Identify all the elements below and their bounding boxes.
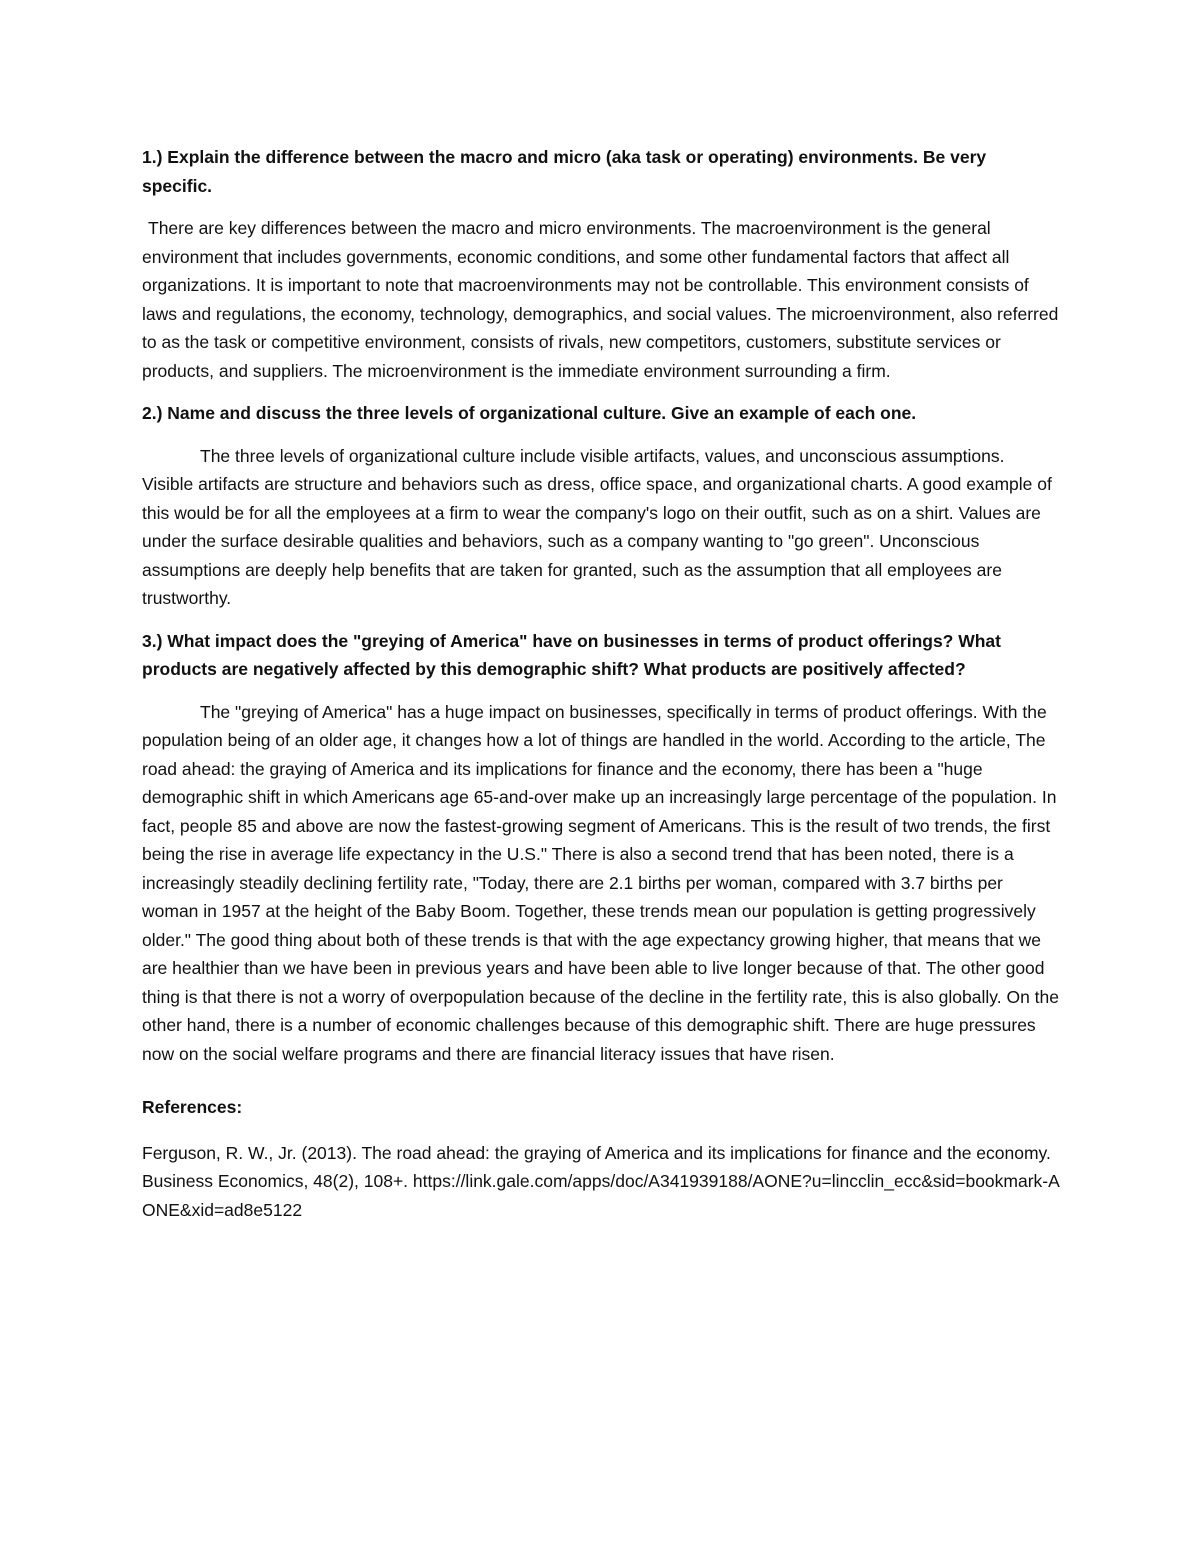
answer-2: The three levels of organizational culture include visible artifacts, values, and unconscious assumptions. Visible artifacts are structure and behaviors such as dress, office space, and organizational charts. A good example of this would be for all the employees at a firm to wear the company's logo on their outfit, such as on a shirt. Values are under the surface desirable qualities and behaviors, such as a company wanting to "go green". Unconscious assumptions are deeply help benefits that are taken for granted, such as the assumption that all employees are trustworthy. (142, 445, 1052, 608)
answer-1: There are key differences between the macro and micro environments. The macroenvironment is the general environment that includes governments, economic conditions, and some other fundamental factors that affect all organizations. It is important to note that macroenvironments may not be controllable. This environment consists of laws and regulations, the economy, technology, demographics, and social values. The microenvironment, also referred to as the task or competitive environment, consists of rivals, new competitors, customers, substitute services or products, and suppliers. The microenvironment is the immediate environment surrounding a firm. (142, 218, 1059, 381)
references-heading: References: (142, 1097, 243, 1117)
answer-3: The "greying of America" has a huge impact on businesses, specifically in terms of product offerings. With the population being of an older age, it changes how a lot of things are handled in the world. According to the article, The road ahead: the graying of America and its implications for finance and the economy, there has been a "huge demographic shift in which Americans age 65-and-over make up an increasingly large percentage of the population. In fact, people 85 and above are now the fastest-growing segment of Americans. This is the result of two trends, the first being the rise in average life expectancy in the U.S." There is also a second trend that has been noted, there is a increasingly steadily declining fertility rate, "Today, there are 2.1 births per woman, compared with 3.7 births per woman in 1957 at the height of the Baby Boom. Together, these trends mean our population is getting progressively older." The good thing about both of these trends is that with the age expectancy growing higher, that means that we are healthier than we have been in previous years and have been able to live longer because of that. The other good thing is that there is not a worry of overpopulation because of the decline in the fertility rate, this is also globally. On the other hand, there is a number of economic challenges because of this demographic shift. There are huge pressures now on the social welfare programs and there are financial literacy issues that have risen. (142, 701, 1059, 1064)
question-1: 1.) Explain the difference between the macro and micro (aka task or operating) environments. Be very specific. (142, 147, 987, 196)
question-3: 3.) What impact does the "greying of America" have on businesses in terms of product offerings? What products are negatively affected by this demographic shift? What products are positively affected? (142, 630, 1001, 679)
question-2: 2.) Name and discuss the three levels of organizational culture. Give an example of each one. (142, 403, 917, 423)
reference-entry: Ferguson, R. W., Jr. (2013). The road ahead: the graying of America and its implications for finance and the economy. Business Economics, 48(2), 108+. https://link.gale.com/apps/doc/A341939188/AONE?u=lincclin_ecc&sid=bookmark-AONE&xid=ad8e5122 (142, 1142, 1060, 1220)
document-body (142, 143, 1060, 1224)
